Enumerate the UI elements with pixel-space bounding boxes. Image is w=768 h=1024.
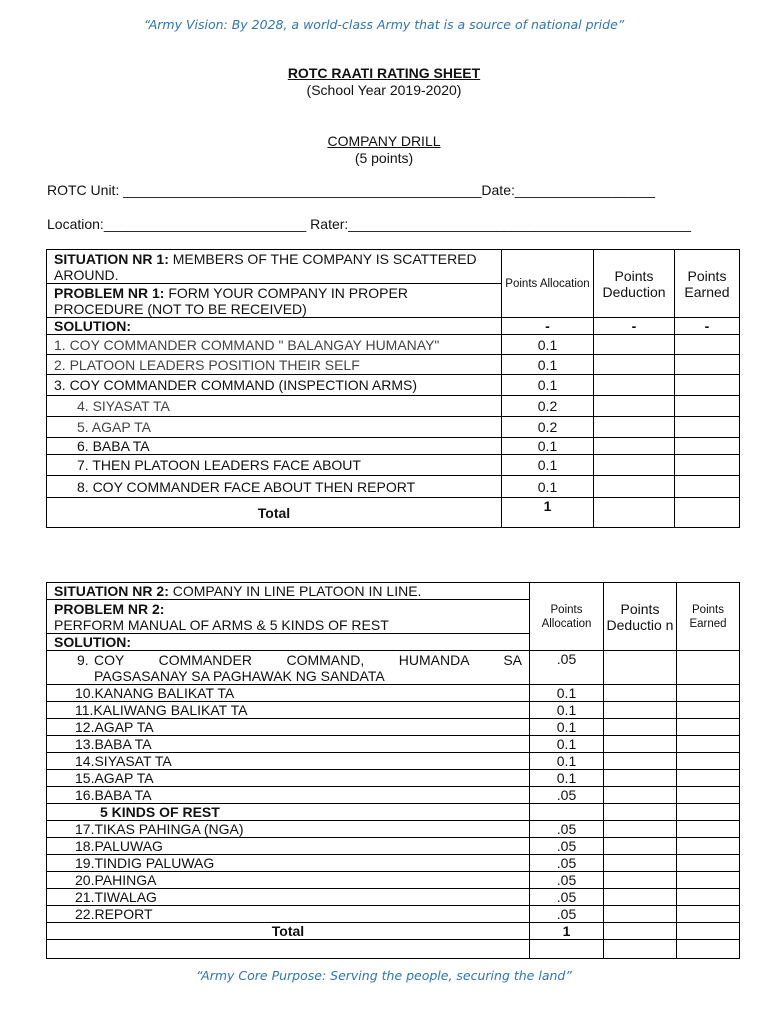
total-label: Total bbox=[47, 923, 530, 940]
deduction-cell[interactable] bbox=[604, 685, 677, 702]
step-3: 3. COY COMMANDER COMMAND (INSPECTION ARMS) bbox=[47, 375, 502, 396]
deduction-cell[interactable] bbox=[594, 438, 675, 455]
blank-cell[interactable] bbox=[604, 940, 677, 959]
step-20: 20.PAHINGA bbox=[47, 872, 530, 889]
earned-cell[interactable] bbox=[675, 375, 740, 396]
step-6: 6. BABA TA bbox=[47, 438, 502, 455]
solution-label: SOLUTION: bbox=[47, 634, 530, 651]
deduction-cell[interactable] bbox=[604, 821, 677, 838]
solution-dash: - bbox=[502, 318, 594, 335]
step-points: .05 bbox=[530, 787, 604, 804]
deduction-cell[interactable] bbox=[604, 889, 677, 906]
step-points: 0.1 bbox=[530, 736, 604, 753]
header-motto: “Army Vision: By 2028, a world-class Army that is a source of national pride” bbox=[143, 17, 625, 32]
deduction-cell[interactable] bbox=[604, 838, 677, 855]
step-points: 0.1 bbox=[502, 476, 594, 498]
deduction-cell[interactable] bbox=[604, 855, 677, 872]
step-points: 0.1 bbox=[502, 375, 594, 396]
location-label: Location: bbox=[47, 216, 104, 232]
step-points: .05 bbox=[530, 651, 604, 685]
earned-cell[interactable] bbox=[677, 821, 740, 838]
step-14: 14.SIYASAT TA bbox=[47, 753, 530, 770]
earned-cell[interactable] bbox=[675, 355, 740, 375]
earned-cell[interactable] bbox=[675, 455, 740, 476]
step-points: 0.1 bbox=[530, 753, 604, 770]
step-1: 1. COY COMMANDER COMMAND " BALANGAY HUMANAY" bbox=[47, 335, 502, 355]
deduction-cell[interactable] bbox=[604, 787, 677, 804]
step-19: 19.TINDIG PALUWAG bbox=[47, 855, 530, 872]
rating-table-2 bbox=[46, 582, 740, 959]
empty-cell bbox=[530, 804, 604, 821]
earned-cell[interactable] bbox=[677, 889, 740, 906]
step-18: 18.PALUWAG bbox=[47, 838, 530, 855]
earned-cell[interactable] bbox=[677, 719, 740, 736]
deduction-cell[interactable] bbox=[594, 417, 675, 438]
earned-cell[interactable] bbox=[677, 770, 740, 787]
earned-cell[interactable] bbox=[675, 438, 740, 455]
blank-cell bbox=[530, 940, 604, 959]
step-10: 10.KANANG BALIKAT TA bbox=[47, 685, 530, 702]
step-13: 13.BABA TA bbox=[47, 736, 530, 753]
col-points-allocation: Points Allocation bbox=[530, 583, 604, 651]
earned-cell[interactable] bbox=[675, 396, 740, 417]
earned-cell[interactable] bbox=[677, 855, 740, 872]
solution-dash: - bbox=[594, 318, 675, 335]
rater-label: Rater: bbox=[310, 216, 349, 232]
deduction-total-cell[interactable] bbox=[604, 923, 677, 940]
step-points: 0.2 bbox=[502, 396, 594, 417]
date-blank[interactable]: __________________ bbox=[514, 182, 656, 198]
date-label: Date: bbox=[481, 182, 515, 198]
step-9: 9. COY COMMANDER COMMAND, HUMANDA SA PAGSASANAY SA PAGHAWAK NG SANDATA bbox=[47, 651, 530, 685]
problem-1: PROBLEM NR 1: FORM YOUR COMPANY IN PROPER PROCEDURE (NOT TO BE RECEIVED) bbox=[47, 284, 502, 318]
step-points: .05 bbox=[530, 906, 604, 923]
earned-cell[interactable] bbox=[675, 417, 740, 438]
deduction-cell[interactable] bbox=[594, 355, 675, 375]
step-points: 0.1 bbox=[502, 355, 594, 375]
school-year: (School Year 2019-2020) bbox=[306, 82, 462, 98]
earned-cell[interactable] bbox=[677, 787, 740, 804]
step-points: 0.1 bbox=[530, 702, 604, 719]
section-title: COMPANY DRILL bbox=[327, 133, 441, 149]
deduction-cell[interactable] bbox=[604, 719, 677, 736]
step-points: 0.2 bbox=[502, 417, 594, 438]
deduction-cell[interactable] bbox=[604, 906, 677, 923]
step-7: 7. THEN PLATOON LEADERS FACE ABOUT bbox=[47, 455, 502, 476]
col-points-deduction: Points Deductio n bbox=[604, 583, 677, 651]
step-11: 11.KALIWANG BALIKAT TA bbox=[47, 702, 530, 719]
situation-1: SITUATION NR 1: MEMBERS OF THE COMPANY IS SCATTERED AROUND. bbox=[47, 250, 502, 284]
deduction-cell[interactable] bbox=[604, 872, 677, 889]
location-blank[interactable]: __________________________ bbox=[103, 216, 307, 232]
step-points: .05 bbox=[530, 889, 604, 906]
solution-label: SOLUTION: bbox=[47, 318, 502, 335]
step-points: 0.1 bbox=[530, 719, 604, 736]
unit-blank[interactable]: ______________________________________________ bbox=[123, 182, 482, 198]
step-points: .05 bbox=[530, 838, 604, 855]
earned-cell[interactable] bbox=[677, 872, 740, 889]
deduction-cell[interactable] bbox=[604, 736, 677, 753]
step-points: 0.1 bbox=[530, 685, 604, 702]
col-points-allocation: Points Allocation bbox=[502, 250, 594, 318]
section-points: (5 points) bbox=[354, 150, 414, 166]
blank-cell[interactable] bbox=[677, 940, 740, 959]
earned-cell[interactable] bbox=[675, 335, 740, 355]
earned-cell[interactable] bbox=[677, 906, 740, 923]
unit-label: ROTC Unit: bbox=[47, 182, 120, 198]
step-points: .05 bbox=[530, 872, 604, 889]
step-16: 16.BABA TA bbox=[47, 787, 530, 804]
earned-cell[interactable] bbox=[677, 685, 740, 702]
earned-cell[interactable] bbox=[677, 736, 740, 753]
step-points: 0.1 bbox=[502, 438, 594, 455]
earned-cell[interactable] bbox=[677, 702, 740, 719]
deduction-total-cell[interactable] bbox=[594, 498, 675, 528]
step-4: 4. SIYASAT TA bbox=[47, 396, 502, 417]
footer-motto: “Army Core Purpose: Serving the people, securing the land” bbox=[196, 968, 572, 983]
step-points: 0.1 bbox=[502, 335, 594, 355]
rest-heading: 5 KINDS OF REST bbox=[47, 804, 530, 821]
deduction-cell[interactable] bbox=[594, 455, 675, 476]
total-value: 1 bbox=[530, 923, 604, 940]
step-points: .05 bbox=[530, 821, 604, 838]
deduction-cell[interactable] bbox=[604, 770, 677, 787]
step-points: 0.1 bbox=[530, 770, 604, 787]
earned-cell[interactable] bbox=[677, 804, 740, 821]
solution-dash: - bbox=[675, 318, 740, 335]
step-17: 17.TIKAS PAHINGA (NGA) bbox=[47, 821, 530, 838]
rating-table-1 bbox=[46, 249, 740, 528]
step-points: 0.1 bbox=[502, 455, 594, 476]
deduction-cell[interactable] bbox=[594, 375, 675, 396]
step-5: 5. AGAP TA bbox=[47, 417, 502, 438]
location-rater-line bbox=[47, 216, 691, 232]
step-22: 22.REPORT bbox=[47, 906, 530, 923]
earned-cell[interactable] bbox=[677, 753, 740, 770]
col-points-deduction: Points Deduction bbox=[594, 250, 675, 318]
col-points-earned: Points Earned bbox=[677, 583, 740, 651]
step-8: 8. COY COMMANDER FACE ABOUT THEN REPORT bbox=[47, 476, 502, 498]
page-title: ROTC RAATI RATING SHEET bbox=[287, 65, 481, 81]
deduction-cell[interactable] bbox=[604, 702, 677, 719]
deduction-cell[interactable] bbox=[604, 753, 677, 770]
problem-2: PROBLEM NR 2: PERFORM MANUAL OF ARMS & 5 KINDS OF REST bbox=[47, 600, 530, 634]
total-label: Total bbox=[47, 498, 502, 528]
deduction-cell[interactable] bbox=[594, 476, 675, 498]
step-points: .05 bbox=[530, 855, 604, 872]
unit-date-line bbox=[47, 182, 655, 198]
col-points-earned: Points Earned bbox=[675, 250, 740, 318]
deduction-cell[interactable] bbox=[594, 396, 675, 417]
deduction-cell[interactable] bbox=[604, 804, 677, 821]
earned-cell[interactable] bbox=[677, 651, 740, 685]
deduction-cell[interactable] bbox=[594, 335, 675, 355]
step-12: 12.AGAP TA bbox=[47, 719, 530, 736]
situation-2: SITUATION NR 2: COMPANY IN LINE PLATOON IN LINE. bbox=[47, 583, 530, 600]
step-2: 2. PLATOON LEADERS POSITION THEIR SELF bbox=[47, 355, 502, 375]
deduction-cell[interactable] bbox=[604, 651, 677, 685]
total-value: 1 bbox=[502, 498, 594, 528]
earned-cell[interactable] bbox=[677, 838, 740, 855]
earned-cell[interactable] bbox=[675, 476, 740, 498]
earned-total-cell[interactable] bbox=[677, 923, 740, 940]
step-21: 21.TIWALAG bbox=[47, 889, 530, 906]
earned-total-cell[interactable] bbox=[675, 498, 740, 528]
step-15: 15.AGAP TA bbox=[47, 770, 530, 787]
blank-row bbox=[47, 940, 530, 959]
rater-blank[interactable]: ____________________________________________ bbox=[348, 216, 691, 232]
